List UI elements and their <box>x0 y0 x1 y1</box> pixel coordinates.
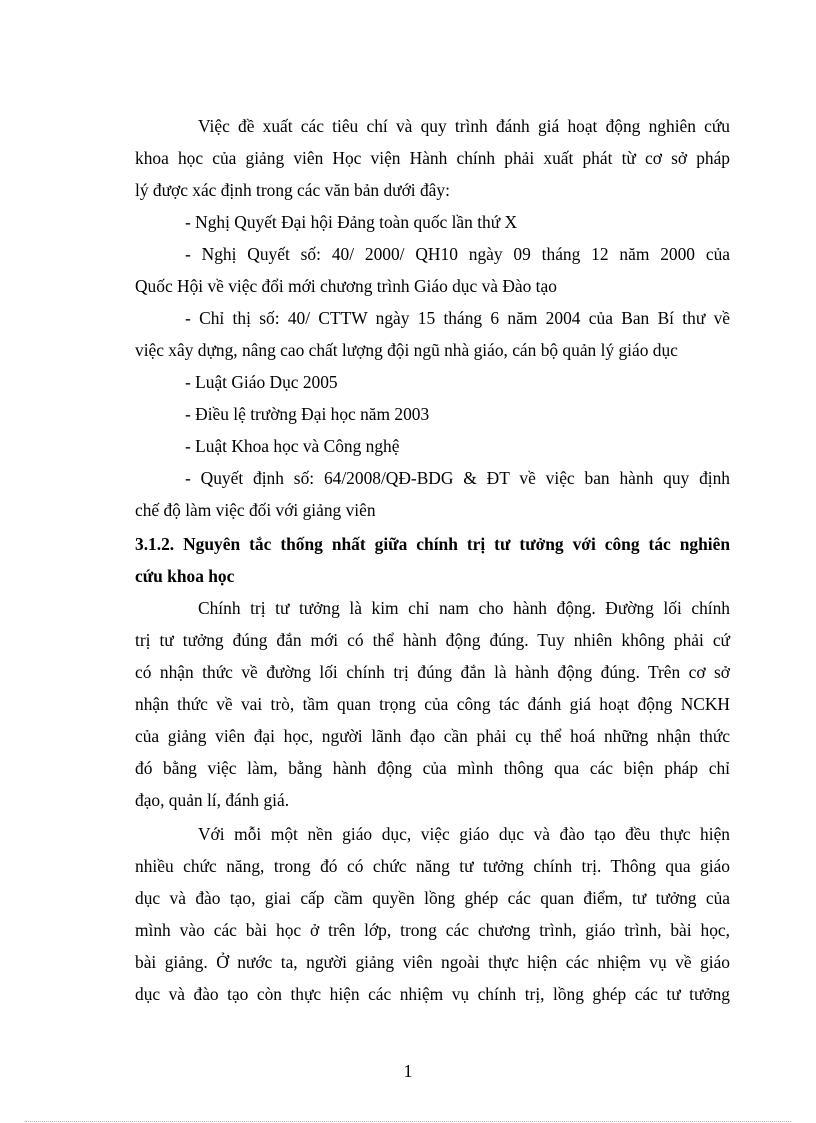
para1-line-7: đạo, quản lí, đánh giá. <box>135 790 290 810</box>
para2-line-5: bài giảng. Ở nước ta, người giảng viên ngoài thực hiện các nhiệm vụ về giáo <box>135 952 730 972</box>
list-item-university-charter: - Điều lệ trường Đại học năm 2003 <box>185 404 430 424</box>
page-number: 1 <box>403 1061 413 1081</box>
para2-line-2: nhiều chức năng, trong đó có chức năng tư tưởng chính trị. Thông qua giáo <box>135 856 730 876</box>
list-item-resolution-qh10-line-2: Quốc Hội về việc đổi mới chương trình Giáo dục và Đào tạo <box>135 276 557 296</box>
list-item-resolution-congress: - Nghị Quyết Đại hội Đảng toàn quốc lần thứ X <box>185 212 518 232</box>
list-item-resolution-qh10-line-1: - Nghị Quyết số: 40/ 2000/ QH10 ngày 09 tháng 12 năm 2000 của <box>185 244 730 264</box>
list-item-directive-cttw-line-2: việc xây dựng, nâng cao chất lượng đội ngũ nhà giáo, cán bộ quản lý giáo dục <box>135 340 678 360</box>
intro-line-2: khoa học của giảng viên Học viện Hành chính phải xuất phát từ cơ sở pháp <box>135 148 730 168</box>
para1-line-5: của giảng viên đại học, người lãnh đạo cần phải cụ thể hoá những nhận thức <box>135 726 730 746</box>
section-heading-line-2: cứu khoa học <box>135 566 235 586</box>
para1-line-1: Chính trị tư tưởng là kim chỉ nam cho hành động. Đường lối chính <box>198 598 730 618</box>
intro-line-1: Việc đề xuất các tiêu chí và quy trình đánh giá hoạt động nghiên cứu <box>198 116 730 136</box>
para2-line-3: dục và đào tạo, giai cấp cầm quyền lồng ghép các quan điểm, tư tưởng của <box>135 888 730 908</box>
list-item-directive-cttw-line-1: - Chỉ thị số: 40/ CTTW ngày 15 tháng 6 năm 2004 của Ban Bí thư về <box>185 308 730 328</box>
para2-line-4: mình vào các bài học ở trên lớp, trong các chương trình, giáo trình, bài học, <box>135 920 730 940</box>
list-item-decision-64-line-2: chế độ làm việc đối với giảng viên <box>135 500 376 520</box>
para1-line-6: đó bằng việc làm, bằng hành động của mình thông qua các biện pháp chỉ <box>135 758 730 778</box>
intro-line-3: lý được xác định trong các văn bản dưới đây: <box>135 180 450 200</box>
page-bottom-dotted-rule <box>25 1121 791 1122</box>
para1-line-4: nhận thức về vai trò, tầm quan trọng của công tác đánh giá hoạt động NCKH <box>135 694 730 714</box>
list-item-science-law: - Luật Khoa học và Công nghệ <box>185 436 400 456</box>
para1-line-2: trị tư tưởng đúng đắn mới có thể hành động đúng. Tuy nhiên không phải cứ <box>135 630 730 650</box>
list-item-education-law: - Luật Giáo Dục 2005 <box>185 372 338 392</box>
para1-line-3: có nhận thức về đường lối chính trị đúng đắn là hành động đúng. Trên cơ sở <box>135 662 730 682</box>
section-heading-line-1: 3.1.2. Nguyên tắc thống nhất giữa chính trị tư tưởng với công tác nghiên <box>135 534 730 554</box>
para2-line-1: Với mỗi một nền giáo dục, việc giáo dục và đào tạo đều thực hiện <box>198 824 730 844</box>
list-item-decision-64-line-1: - Quyết định số: 64/2008/QĐ-BDG & ĐT về việc ban hành quy định <box>185 468 730 488</box>
para2-line-6: dục và đào tạo còn thực hiện các nhiệm vụ chính trị, lồng ghép các tư tưởng <box>135 984 730 1004</box>
